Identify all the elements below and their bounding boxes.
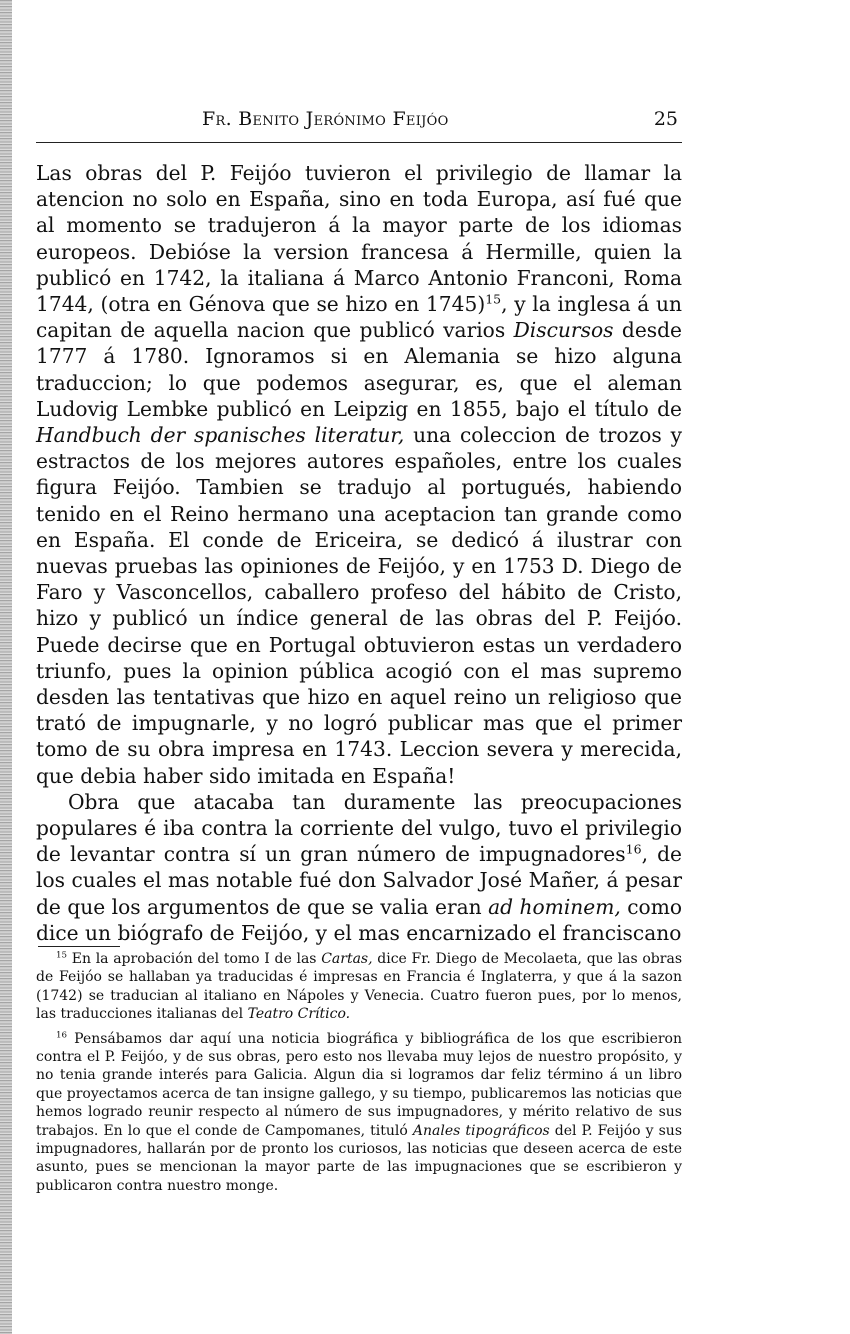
italic-title: Discursos bbox=[513, 318, 614, 343]
footnote-marker: 16 bbox=[56, 1029, 68, 1040]
italic-title: Cartas, bbox=[321, 951, 373, 967]
footnote-16 bbox=[36, 1030, 682, 1196]
text-span: Las obras del P. Feijóo tuvieron el privilegio de llamar la atencion no solo en España, sino en toda Europa, así fué que al momento se tradujeron á la mayor parte de los idiomas europeos. Debióse la version francesa á Hermille, quien la publicó en 1742, la italiana á Marco Antonio Franconi, Roma 1744, (otra en Génova que se hizo en 1745) bbox=[36, 161, 682, 317]
text-span: como dice un biógrafo de Feijóo, y el mas encarnizado el franciscano bbox=[36, 894, 683, 945]
text-span: dice Fr. Diego de Mecolaeta, que las obras de Feijóo se hallaban ya traducidas é impresas en Francia é Inglaterra, y que á la sazon (1742) se traducian al italiano en Nápoles y Venecia. Cuatro fueron pues, por lo menos, las traducciones italianas del bbox=[36, 951, 682, 1023]
running-head: Fr. Benito Jerónimo Feijóo bbox=[202, 108, 449, 130]
text-span: una coleccion de trozos y estractos de los mejores autores españoles, entre los cuales figura Feijóo. Tambien se tradujo al portugués, habiendo tenido en el Reino hermano una aceptacion tan grande como en España. El conde de Ericeira, se dedicó á ilustrar con nuevas pruebas las opiniones de Feijóo, y en 1753 D. Diego de Faro y Vasconcellos, caballero profeso del hábito de Cristo, hizo y publicó un índice general de las obras del P. Feijóo. Puede decirse que en Portugal obtuvieron estas un verdadero triunfo, pues la opinion pública acogió con el mas supremo desden las tentativas que hizo en aquel reino un religioso que trató de impugnarle, y no logró publicar mas que el primer tomo de su obra impresa en 1743. Leccion severa y merecida, que debia haber sido imitada en España! bbox=[36, 423, 682, 788]
text-span: del P. Feijóo y sus impugnadores, hallarán por de pronto los curiosos, las noticias que deseen acerca de este asunto, pues se mencionan la mayor parte de las impugnaciones que se escribieron y publicaron contra nuestro monge. bbox=[36, 1122, 683, 1194]
italic-title: Teatro Crítico. bbox=[247, 1006, 351, 1023]
text-span: En la aprobación del tomo I de las bbox=[71, 951, 317, 967]
footnote-marker: 15 bbox=[56, 950, 68, 961]
text-span: , y la inglesa á un capitan de aquella nacion que publicó varios bbox=[36, 292, 683, 343]
text-span: , de los cuales el mas notable fué don Salvador José Mañer, á pesar de que los argumentos de que se valia eran bbox=[36, 842, 682, 919]
text-span: Pensábamos dar aquí una noticia biográfica y bibliográfica de los que escribieron contra el P. Feijóo, y de sus obras, pero esto nos llevaba muy lejos de nuestro propósito, y no tenia grande interés para Galicia. Algun dia si logramos dar feliz término á un libro que proyectamos acerca de tan insigne gallego, y su tiempo, publicaremos las noticias que hemos logrado reunir respecto al número de sus impugnadores, y mérito relativo de sus trabajos. En lo que el conde de Campomanes, tituló bbox=[36, 1030, 683, 1139]
header-rule bbox=[36, 142, 682, 143]
italic-title: Anales tipográficos bbox=[412, 1122, 550, 1139]
italic-phrase: ad hominem, bbox=[488, 894, 621, 919]
paragraph-1 bbox=[36, 160, 682, 789]
footnotes bbox=[36, 950, 682, 1195]
page-number: 25 bbox=[653, 108, 678, 130]
footnote-ref-16[interactable]: 16 bbox=[625, 841, 642, 857]
text-span: Obra que atacaba tan duramente las preocupaciones populares é iba contra la corriente del vulgo, tuvo el privilegio de levantar contra sí un gran número de impugnadores bbox=[36, 789, 682, 867]
page-binding-edge bbox=[0, 0, 12, 1334]
footnote-ref-15[interactable]: 15 bbox=[485, 291, 502, 307]
footnote-15 bbox=[36, 950, 682, 1024]
main-text bbox=[36, 160, 682, 946]
page-header bbox=[36, 106, 682, 138]
italic-title: Handbuch der spanisches literatur, bbox=[36, 423, 405, 448]
paragraph-2 bbox=[36, 789, 682, 946]
text-span: desde 1777 á 1780. Ignoramos si en Alemania se hizo alguna traduccion; lo que podemos asegurar, es, que el aleman Ludovig Lembke publicó en Leipzig en 1855, bajo el título de bbox=[36, 318, 682, 421]
footnote-rule bbox=[38, 946, 120, 947]
